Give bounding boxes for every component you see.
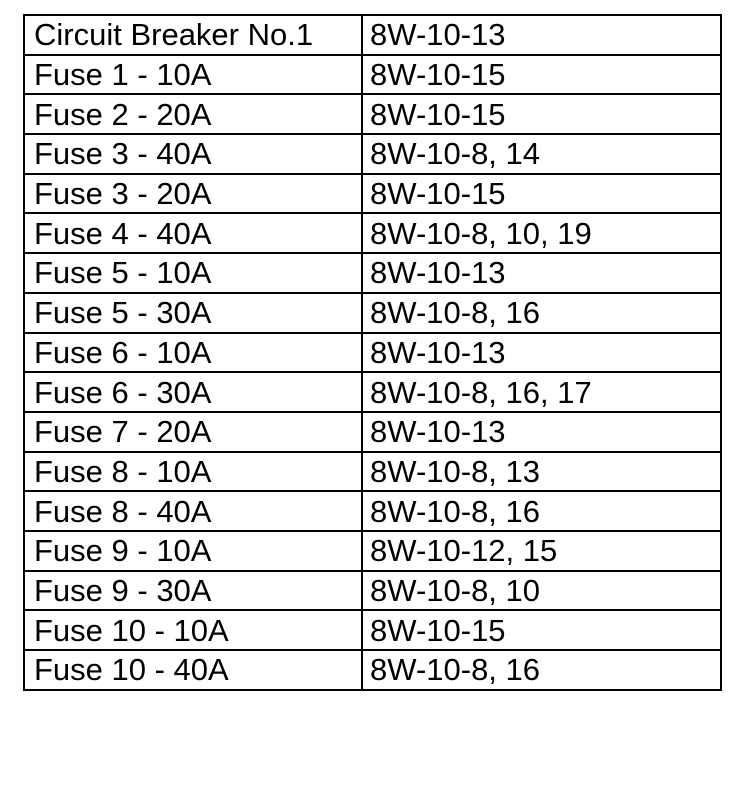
component-cell: Fuse 9 - 30A [24, 571, 362, 611]
reference-cell: 8W-10-13 [362, 15, 721, 55]
table-row [24, 134, 721, 174]
reference-cell: 8W-10-8, 13 [362, 452, 721, 492]
reference-cell: 8W-10-8, 16 [362, 491, 721, 531]
component-cell: Fuse 8 - 40A [24, 491, 362, 531]
table-row [24, 650, 721, 690]
fuse-reference-table [23, 14, 722, 691]
table-row [24, 452, 721, 492]
component-cell: Fuse 2 - 20A [24, 94, 362, 134]
fuse-reference-sheet [23, 14, 721, 691]
component-cell: Fuse 4 - 40A [24, 213, 362, 253]
component-cell: Fuse 1 - 10A [24, 55, 362, 95]
component-cell: Fuse 5 - 10A [24, 253, 362, 293]
table-row [24, 94, 721, 134]
reference-cell: 8W-10-12, 15 [362, 531, 721, 571]
reference-cell: 8W-10-15 [362, 610, 721, 650]
reference-cell: 8W-10-13 [362, 412, 721, 452]
reference-cell: 8W-10-8, 14 [362, 134, 721, 174]
reference-cell: 8W-10-15 [362, 174, 721, 214]
component-cell: Fuse 3 - 20A [24, 174, 362, 214]
reference-cell: 8W-10-15 [362, 55, 721, 95]
table-row [24, 610, 721, 650]
component-cell: Fuse 5 - 30A [24, 293, 362, 333]
table-row [24, 253, 721, 293]
table-row [24, 293, 721, 333]
reference-cell: 8W-10-8, 16, 17 [362, 372, 721, 412]
table-row [24, 491, 721, 531]
component-cell: Fuse 3 - 40A [24, 134, 362, 174]
table-row [24, 531, 721, 571]
component-cell: Fuse 8 - 10A [24, 452, 362, 492]
component-cell: Fuse 10 - 10A [24, 610, 362, 650]
component-cell: Circuit Breaker No.1 [24, 15, 362, 55]
reference-cell: 8W-10-8, 10 [362, 571, 721, 611]
reference-cell: 8W-10-15 [362, 94, 721, 134]
table-row [24, 571, 721, 611]
table-row [24, 55, 721, 95]
reference-cell: 8W-10-13 [362, 253, 721, 293]
table-row [24, 412, 721, 452]
table-row [24, 15, 721, 55]
component-cell: Fuse 9 - 10A [24, 531, 362, 571]
component-cell: Fuse 6 - 10A [24, 333, 362, 373]
reference-cell: 8W-10-8, 16 [362, 293, 721, 333]
component-cell: Fuse 7 - 20A [24, 412, 362, 452]
reference-cell: 8W-10-13 [362, 333, 721, 373]
component-cell: Fuse 10 - 40A [24, 650, 362, 690]
component-cell: Fuse 6 - 30A [24, 372, 362, 412]
table-row [24, 372, 721, 412]
reference-cell: 8W-10-8, 10, 19 [362, 213, 721, 253]
table-row [24, 213, 721, 253]
table-row [24, 333, 721, 373]
table-row [24, 174, 721, 214]
reference-cell: 8W-10-8, 16 [362, 650, 721, 690]
